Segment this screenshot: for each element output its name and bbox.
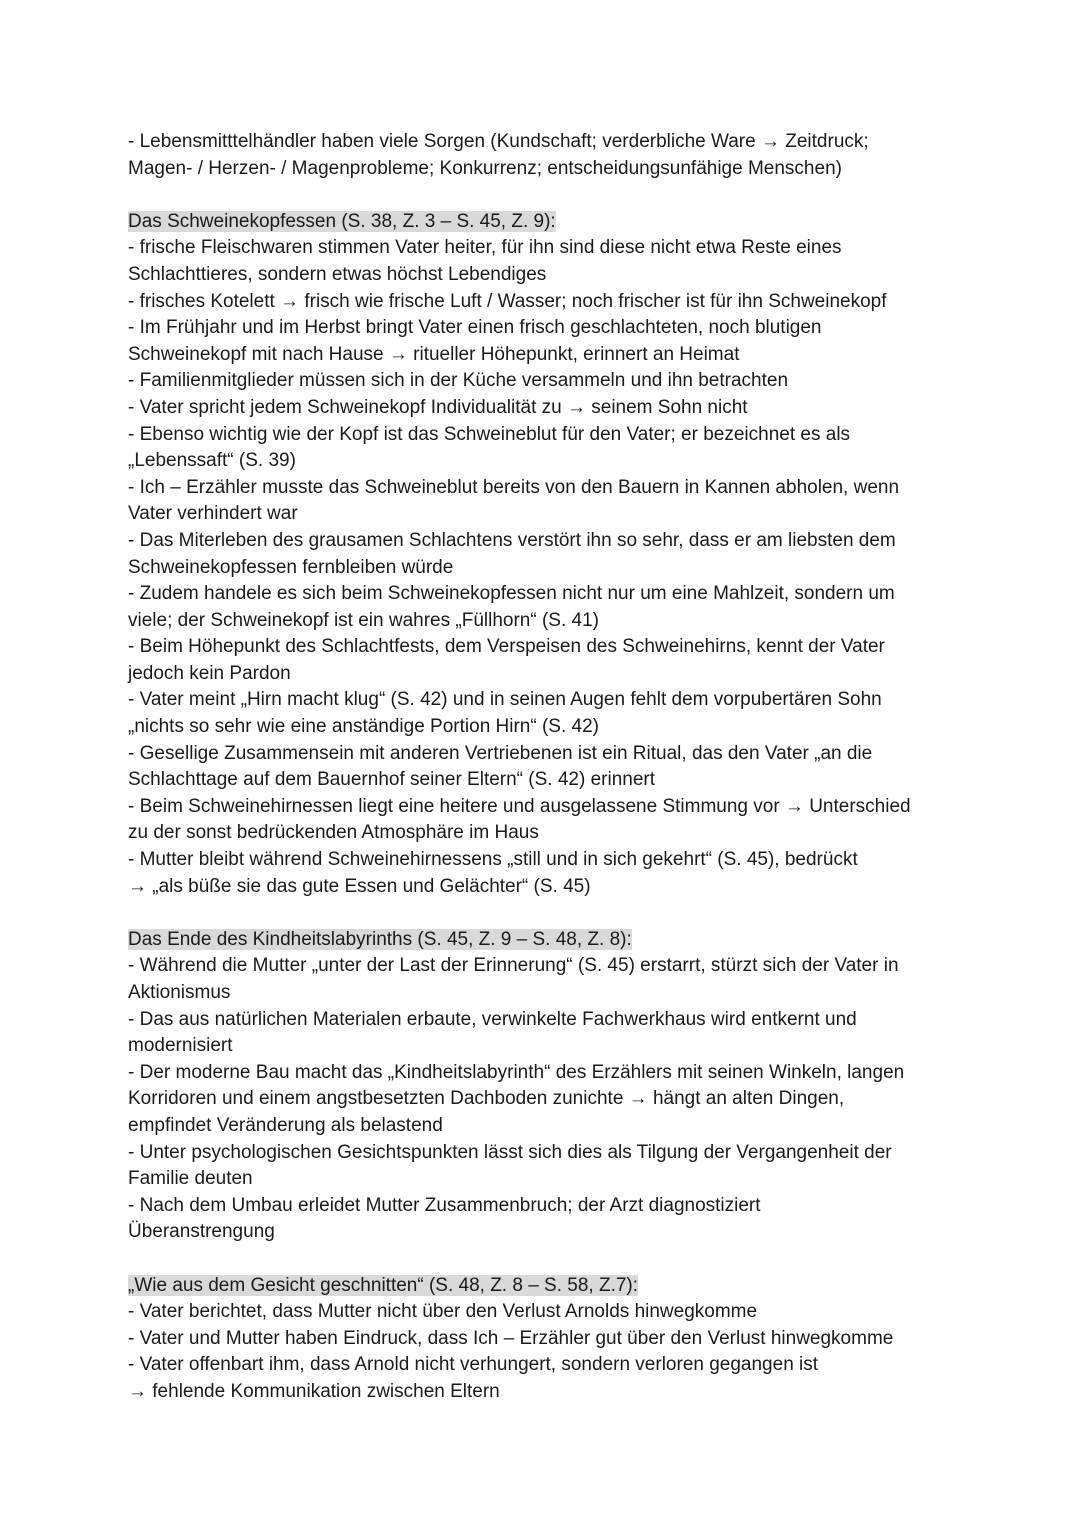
text-line: Schlachttieres, sondern etwas höchst Lebendiges	[128, 263, 547, 285]
text-line: - Vater offenbart ihm, dass Arnold nicht verhungert, sondern verloren gegangen ist	[128, 1354, 819, 1376]
text-line: - Vater berichtet, dass Mutter nicht über den Verlust Arnolds hinwegkomme	[128, 1301, 758, 1323]
text-line: - frische Fleischwaren stimmen Vater heiter, für ihn sind diese nicht etwa Reste eines	[128, 237, 842, 259]
section-heading-line	[128, 1273, 958, 1300]
spacer	[128, 182, 958, 209]
text-line: Schweinekopf mit nach Hause → ritueller Höhepunkt, erinnert an Heimat	[128, 343, 740, 365]
text-line: - Mutter bleibt während Schweinehirnessens „still und in sich gekehrt“ (S. 45), bedrückt	[128, 849, 858, 871]
text-line: viele; der Schweinekopf ist ein wahres „Füllhorn“ (S. 41)	[128, 609, 599, 631]
document-page	[128, 129, 958, 1406]
text-line: Korridoren und einem angstbesetzten Dachboden zunichte → hängt an alten Dingen,	[128, 1088, 845, 1110]
text-line: - Vater meint „Hirn macht klug“ (S. 42) und in seinen Augen fehlt dem vorpubertären Sohn	[128, 689, 882, 711]
intro-block	[128, 129, 958, 182]
text-line: Vater verhindert war	[128, 503, 298, 525]
text-line: - Familienmitglieder müssen sich in der Küche versammeln und ihn betrachten	[128, 370, 789, 392]
text-line: - Während die Mutter „unter der Last der Erinnerung“ (S. 45) erstarrt, stürzt sich der Vater in	[128, 955, 899, 977]
section-schweinekopfessen	[128, 209, 958, 900]
text-line: - Ich – Erzähler musste das Schweineblut bereits von den Bauern in Kannen abholen, wenn	[128, 476, 900, 498]
spacer	[128, 900, 958, 927]
text-line: - Das aus natürlichen Materialen erbaute, verwinkelte Fachwerkhaus wird entkernt und	[128, 1008, 857, 1030]
section-gesicht-geschnitten	[128, 1273, 958, 1406]
text-line: - Im Frühjahr und im Herbst bringt Vater einen frisch geschlachteten, noch blutigen	[128, 317, 822, 339]
text-line: - Ebenso wichtig wie der Kopf ist das Schweineblut für den Vater; er bezeichnet es als	[128, 423, 851, 445]
text-line: - Gesellige Zusammensein mit anderen Vertriebenen ist ein Ritual, das den Vater „an die	[128, 742, 873, 764]
text-line: Überanstrengung	[128, 1221, 275, 1243]
text-line: - Das Miterleben des grausamen Schlachtens verstört ihn so sehr, dass er am liebsten dem	[128, 529, 896, 551]
text-line: - Der moderne Bau macht das „Kindheitslabyrinth“ des Erzählers mit seinen Winkeln, langen	[128, 1061, 905, 1083]
text-line: - Nach dem Umbau erleidet Mutter Zusammenbruch; der Arzt diagnostiziert	[128, 1194, 761, 1216]
text-line: „nichts so sehr wie eine anständige Portion Hirn“ (S. 42)	[128, 716, 600, 738]
text-line: Magen- / Herzen- / Magenprobleme; Konkurrenz; entscheidungsunfähige Menschen)	[128, 157, 842, 179]
text-line: - Vater spricht jedem Schweinekopf Individualität zu → seinem Sohn nicht	[128, 396, 748, 418]
text-line: - Unter psychologischen Gesichtspunkten lässt sich dies als Tilgung der Vergangenheit der	[128, 1141, 892, 1163]
text-line: - Zudem handele es sich beim Schweinekopfessen nicht nur um eine Mahlzeit, sondern um	[128, 583, 895, 605]
spacer	[128, 1246, 958, 1273]
text-line: Familie deuten	[128, 1168, 253, 1190]
text-line: - Lebensmitttelhändler haben viele Sorgen (Kundschaft; verderbliche Ware → Zeitdruck;	[128, 131, 869, 152]
text-line: Schweinekopfessen fernbleiben würde	[128, 556, 454, 578]
text-line: - Beim Schweinehirnessen liegt eine heitere und ausgelassene Stimmung vor → Unterschied	[128, 795, 911, 817]
text-line: → fehlende Kommunikation zwischen Eltern	[128, 1380, 500, 1402]
text-line: - Vater und Mutter haben Eindruck, dass Ich – Erzähler gut über den Verlust hinwegkomme	[128, 1327, 894, 1349]
section-heading-line	[128, 209, 958, 236]
section-heading: Das Ende des Kindheitslabyrinths (S. 45, Z. 9 – S. 48, Z. 8):	[128, 928, 632, 950]
section-kindheitslabyrinth	[128, 927, 958, 1246]
text-line: jedoch kein Pardon	[128, 662, 291, 684]
text-line: zu der sonst bedrückenden Atmosphäre im Haus	[128, 822, 539, 844]
text-line: → „als büße sie das gute Essen und Gelächter“ (S. 45)	[128, 875, 591, 897]
section-heading: Das Schweinekopfessen (S. 38, Z. 3 – S. 45, Z. 9):	[128, 210, 556, 232]
text-line: Schlachttage auf dem Bauernhof seiner Eltern“ (S. 42) erinnert	[128, 769, 656, 791]
text-line: empfindet Veränderung als belastend	[128, 1114, 443, 1136]
text-line: modernisiert	[128, 1035, 233, 1057]
text-line: „Lebenssaft“ (S. 39)	[128, 450, 296, 472]
text-line: - frisches Kotelett → frisch wie frische Luft / Wasser; noch frischer ist für ihn Schweinekopf	[128, 290, 887, 312]
section-heading-line	[128, 927, 958, 954]
section-heading: „Wie aus dem Gesicht geschnitten“ (S. 48, Z. 8 – S. 58, Z.7):	[128, 1274, 639, 1296]
text-line: - Beim Höhepunkt des Schlachtfests, dem Verspeisen des Schweinehirns, kennt der Vater	[128, 636, 885, 658]
text-line: Aktionismus	[128, 982, 231, 1003]
